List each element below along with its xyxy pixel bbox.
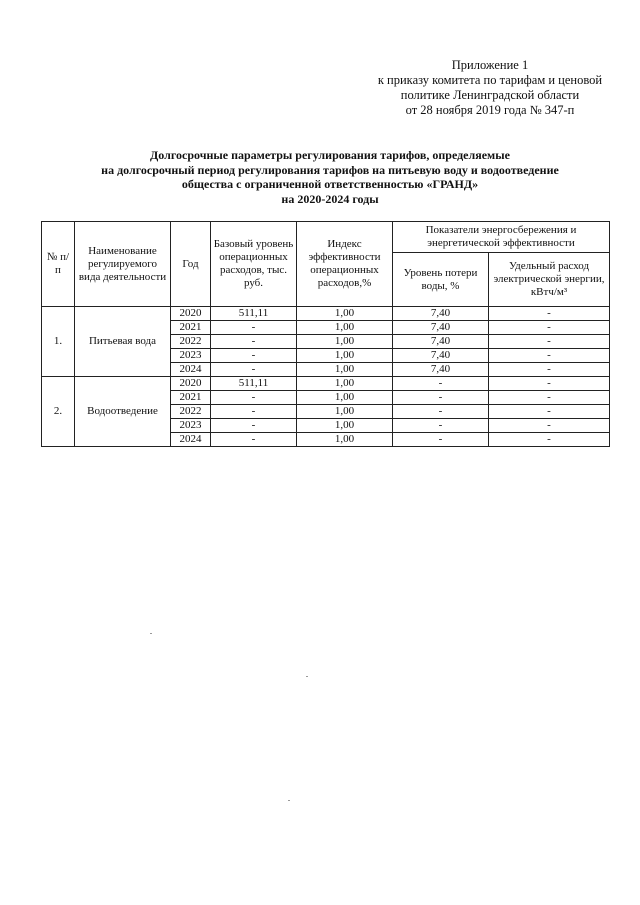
- cell-year: 2020: [171, 377, 211, 391]
- cell-base: -: [211, 391, 297, 405]
- cell-index: 1,00: [297, 405, 393, 419]
- cell-index: 1,00: [297, 307, 393, 321]
- cell-consumption: -: [489, 377, 610, 391]
- cell-year: 2022: [171, 405, 211, 419]
- table-row: [42, 307, 610, 321]
- row-activity: Водоотведение: [75, 377, 171, 447]
- cell-consumption: -: [489, 321, 610, 335]
- document-title: [40, 148, 620, 206]
- cell-base: -: [211, 419, 297, 433]
- cell-year: 2024: [171, 363, 211, 377]
- cell-loss: -: [393, 391, 489, 405]
- cell-index: 1,00: [297, 321, 393, 335]
- header-water-loss: Уровень потери воды, %: [393, 253, 489, 307]
- cell-base: -: [211, 405, 297, 419]
- appendix-line-2: к приказу комитета по тарифам и ценовой: [377, 73, 603, 87]
- title-line-4: на 2020-2024 годы: [281, 191, 379, 206]
- cell-index: 1,00: [297, 377, 393, 391]
- cell-loss: 7,40: [393, 349, 489, 363]
- header-num: № п/п: [42, 222, 75, 307]
- cell-year: 2020: [171, 307, 211, 321]
- row-activity: Питьевая вода: [75, 307, 171, 377]
- scan-speck: [306, 676, 308, 677]
- header-energy-group: Показатели энергосбережения и энергетической эффективности: [393, 222, 610, 253]
- cell-index: 1,00: [297, 349, 393, 363]
- cell-year: 2024: [171, 433, 211, 447]
- cell-index: 1,00: [297, 419, 393, 433]
- cell-base: -: [211, 363, 297, 377]
- appendix-line-1: Приложение 1: [451, 58, 529, 72]
- scan-speck: [150, 633, 152, 634]
- cell-base: -: [211, 335, 297, 349]
- cell-loss: -: [393, 433, 489, 447]
- scan-speck: [288, 800, 290, 801]
- appendix-line-3: политике Ленинградской области: [400, 88, 580, 102]
- cell-loss: 7,40: [393, 321, 489, 335]
- header-base-opex: Базовый уровень операционных расходов, тыс. руб.: [211, 222, 297, 307]
- header-year: Год: [171, 222, 211, 307]
- row-num: 2.: [42, 377, 75, 447]
- cell-index: 1,00: [297, 391, 393, 405]
- header-activity: Наименование регулируемого вида деятельности: [75, 222, 171, 307]
- cell-index: 1,00: [297, 363, 393, 377]
- title-line-2: на долгосрочный период регулирования тарифов на питьевую воду и водоотведение: [101, 162, 559, 177]
- title-line-3: общества с ограниченной ответственностью «ГРАНД»: [181, 177, 479, 191]
- row-num: 1.: [42, 307, 75, 377]
- cell-base: -: [211, 349, 297, 363]
- cell-base: 511,11: [211, 307, 297, 321]
- table-row: [42, 377, 610, 391]
- cell-year: 2022: [171, 335, 211, 349]
- cell-consumption: -: [489, 349, 610, 363]
- cell-consumption: -: [489, 335, 610, 349]
- cell-year: 2021: [171, 321, 211, 335]
- cell-loss: 7,40: [393, 363, 489, 377]
- cell-year: 2023: [171, 349, 211, 363]
- header-energy-consumption: Удельный расход электрической энергии, кВтч/м³: [489, 253, 610, 307]
- cell-loss: 7,40: [393, 307, 489, 321]
- cell-index: 1,00: [297, 335, 393, 349]
- cell-year: 2023: [171, 419, 211, 433]
- cell-consumption: -: [489, 433, 610, 447]
- cell-loss: -: [393, 405, 489, 419]
- header-efficiency-index: Индекс эффективности операционных расходов,%: [297, 222, 393, 307]
- cell-index: 1,00: [297, 433, 393, 447]
- cell-consumption: -: [489, 405, 610, 419]
- cell-consumption: -: [489, 391, 610, 405]
- appendix-line-4: от 28 ноября 2019 года № 347-п: [405, 103, 575, 117]
- cell-loss: 7,40: [393, 335, 489, 349]
- tariff-parameters-table: [41, 221, 610, 447]
- cell-base: 511,11: [211, 377, 297, 391]
- cell-loss: -: [393, 377, 489, 391]
- cell-consumption: -: [489, 419, 610, 433]
- cell-loss: -: [393, 419, 489, 433]
- cell-consumption: -: [489, 307, 610, 321]
- appendix-block: [340, 58, 640, 118]
- cell-year: 2021: [171, 391, 211, 405]
- cell-base: -: [211, 433, 297, 447]
- title-line-1: Долгосрочные параметры регулирования тарифов, определяемые: [150, 148, 510, 162]
- cell-base: -: [211, 321, 297, 335]
- cell-consumption: -: [489, 363, 610, 377]
